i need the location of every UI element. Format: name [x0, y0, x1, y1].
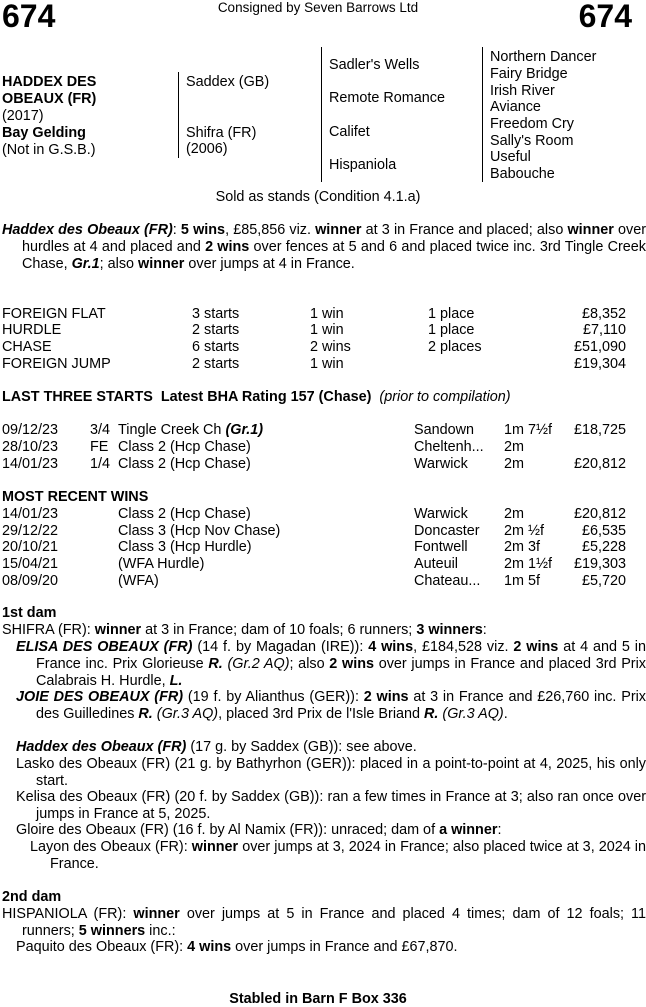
pedigree-great-grandsire: Useful: [490, 149, 531, 165]
produce-paquito: Paquito des Obeaux (FR): 4 wins over jumps in France and £67,870.: [16, 939, 458, 955]
record-row: FOREIGN JUMP 2 starts 1 win £19,304: [2, 356, 626, 372]
horse-description: Bay Gelding: [2, 125, 86, 141]
lot-number-right: 674: [578, 0, 632, 34]
pedigree-great-grandsire: Sally's Room: [490, 133, 574, 149]
horse-year: (2017): [2, 108, 44, 124]
first-dam-heading: 1st dam: [2, 605, 57, 621]
recent-wins-heading: MOST RECENT WINS: [2, 489, 149, 505]
last-start-row: 28/10/23 FE Class 2 (Hcp Chase) Cheltenh... 2m: [2, 439, 524, 455]
last-three-heading: LAST THREE STARTS Latest BHA Rating 157 (Chase) (prior to compilation): [2, 389, 511, 405]
sold-note: Sold as stands (Condition 4.1.a): [215, 189, 421, 205]
recent-win-row: 20/10/21 Class 3 (Hcp Hurdle) Fontwell 2m 3f £5,228: [2, 539, 626, 555]
recent-win-row: 29/12/22 Class 3 (Hcp Nov Chase) Doncaster 2m ½f £6,535: [2, 523, 626, 539]
produce-haddex: Haddex des Obeaux (FR) (17 g. by Saddex (GB)): see above.: [16, 739, 417, 755]
record-row: HURDLE 2 starts 1 win 1 place £7,110: [2, 322, 626, 338]
pedigree-dam: Shifra (FR): [186, 125, 257, 141]
pedigree-great-grandsire: Fairy Bridge: [490, 66, 568, 82]
pedigree-grandsire: Sadler's Wells: [329, 57, 420, 73]
pedigree-divider-2: [321, 47, 322, 182]
horse-gsb: (Not in G.S.B.): [2, 142, 96, 158]
stabled-note: Stabled in Barn F Box 336: [229, 991, 407, 1007]
pedigree-great-grandsire: Aviance: [490, 99, 541, 115]
produce-gloire: Gloire des Obeaux (FR) (16 f. by Al Namix (FR)): unraced; dam of a winner:: [16, 822, 502, 838]
record-row: CHASE 6 starts 2 wins 2 places £51,090: [2, 339, 626, 355]
recent-win-row: 15/04/21 (WFA Hurdle) Auteuil 2m 1½f £19,303: [2, 556, 626, 572]
produce-kelisa: Kelisa des Obeaux (FR) (20 f. by Saddex (GB)): ran a few times in France at 3; also ran once over jumps in France at 5, 2025.: [16, 789, 646, 822]
last-start-row: 09/12/23 3/4 Tingle Creek Ch (Gr.1) Sandown 1m 7½f £18,725: [2, 422, 626, 438]
produce-lasko: Lasko des Obeaux (FR) (21 g. by Bathyrhon (GER)): placed in a point-to-point at 4, 2025, his only start.: [16, 756, 646, 789]
pedigree-great-grandsire: Northern Dancer: [490, 49, 597, 65]
record-row: FOREIGN FLAT 3 starts 1 win 1 place £8,352: [2, 306, 626, 322]
first-dam-intro: SHIFRA (FR): winner at 3 in France; dam of 10 foals; 6 runners; 3 winners:: [2, 622, 487, 638]
consignor: Consigned by Seven Barrows Ltd: [217, 0, 419, 15]
pedigree-grandsire: Califet: [329, 124, 370, 140]
produce-layon: Layon des Obeaux (FR): winner over jumps at 3, 2024 in France; also placed twice at 3, 2024 in France.: [30, 839, 646, 872]
pedigree-great-grandsire: Freedom Cry: [490, 116, 574, 132]
horse-name-line2: OBEAUX (FR): [2, 91, 97, 107]
recent-win-row: 08/09/20 (WFA) Chateau... 1m 5f £5,720: [2, 573, 626, 589]
pedigree-divider-1: [178, 72, 179, 158]
race-summary: Haddex des Obeaux (FR): 5 wins, £85,856 viz. winner at 3 in France and placed; also winner over hurdles at 4 and placed and 2 wins over fences at 5 and 6 and placed twice inc. 3rd Tingle Creek Chase, Gr.1; also winner over jumps at 4 in France.: [2, 222, 646, 272]
second-dam-intro: HISPANIOLA (FR): winner over jumps at 5 in France and placed 4 times; dam of 12 foals; 11 runners; 5 winners inc.:: [2, 906, 646, 939]
produce-joie: JOIE DES OBEAUX (FR) (19 f. by Alianthus (GER)): 2 wins at 3 in France and £26,760 inc. Prix des Guilledines R. (Gr.3 AQ), placed 3rd Prix de l'Isle Briand R. (Gr.3 AQ).: [16, 689, 646, 722]
pedigree-great-grandsire: Irish River: [490, 83, 555, 99]
lot-number-left: 674: [2, 0, 56, 34]
pedigree-dam-year: (2006): [186, 141, 228, 157]
pedigree-sire: Saddex (GB): [186, 74, 270, 90]
produce-elisa: ELISA DES OBEAUX (FR) (14 f. by Magadan (IRE)): 4 wins, £184,528 viz. 2 wins at 4 and 5 in France inc. Prix Glorieuse R. (Gr.2 AQ); also 2 wins over jumps in France and placed 3rd Prix Calabrais H. Hurdle, L.: [16, 639, 646, 689]
last-start-row: 14/01/23 1/4 Class 2 (Hcp Chase) Warwick 2m £20,812: [2, 456, 626, 472]
recent-win-row: 14/01/23 Class 2 (Hcp Chase) Warwick 2m £20,812: [2, 506, 626, 522]
pedigree-grandsire: Remote Romance: [329, 90, 445, 106]
pedigree-divider-3: [482, 47, 483, 182]
second-dam-heading: 2nd dam: [2, 889, 62, 905]
pedigree-grandsire: Hispaniola: [329, 157, 397, 173]
pedigree-great-grandsire: Babouche: [490, 166, 555, 182]
horse-name-line1: HADDEX DES: [2, 74, 97, 90]
